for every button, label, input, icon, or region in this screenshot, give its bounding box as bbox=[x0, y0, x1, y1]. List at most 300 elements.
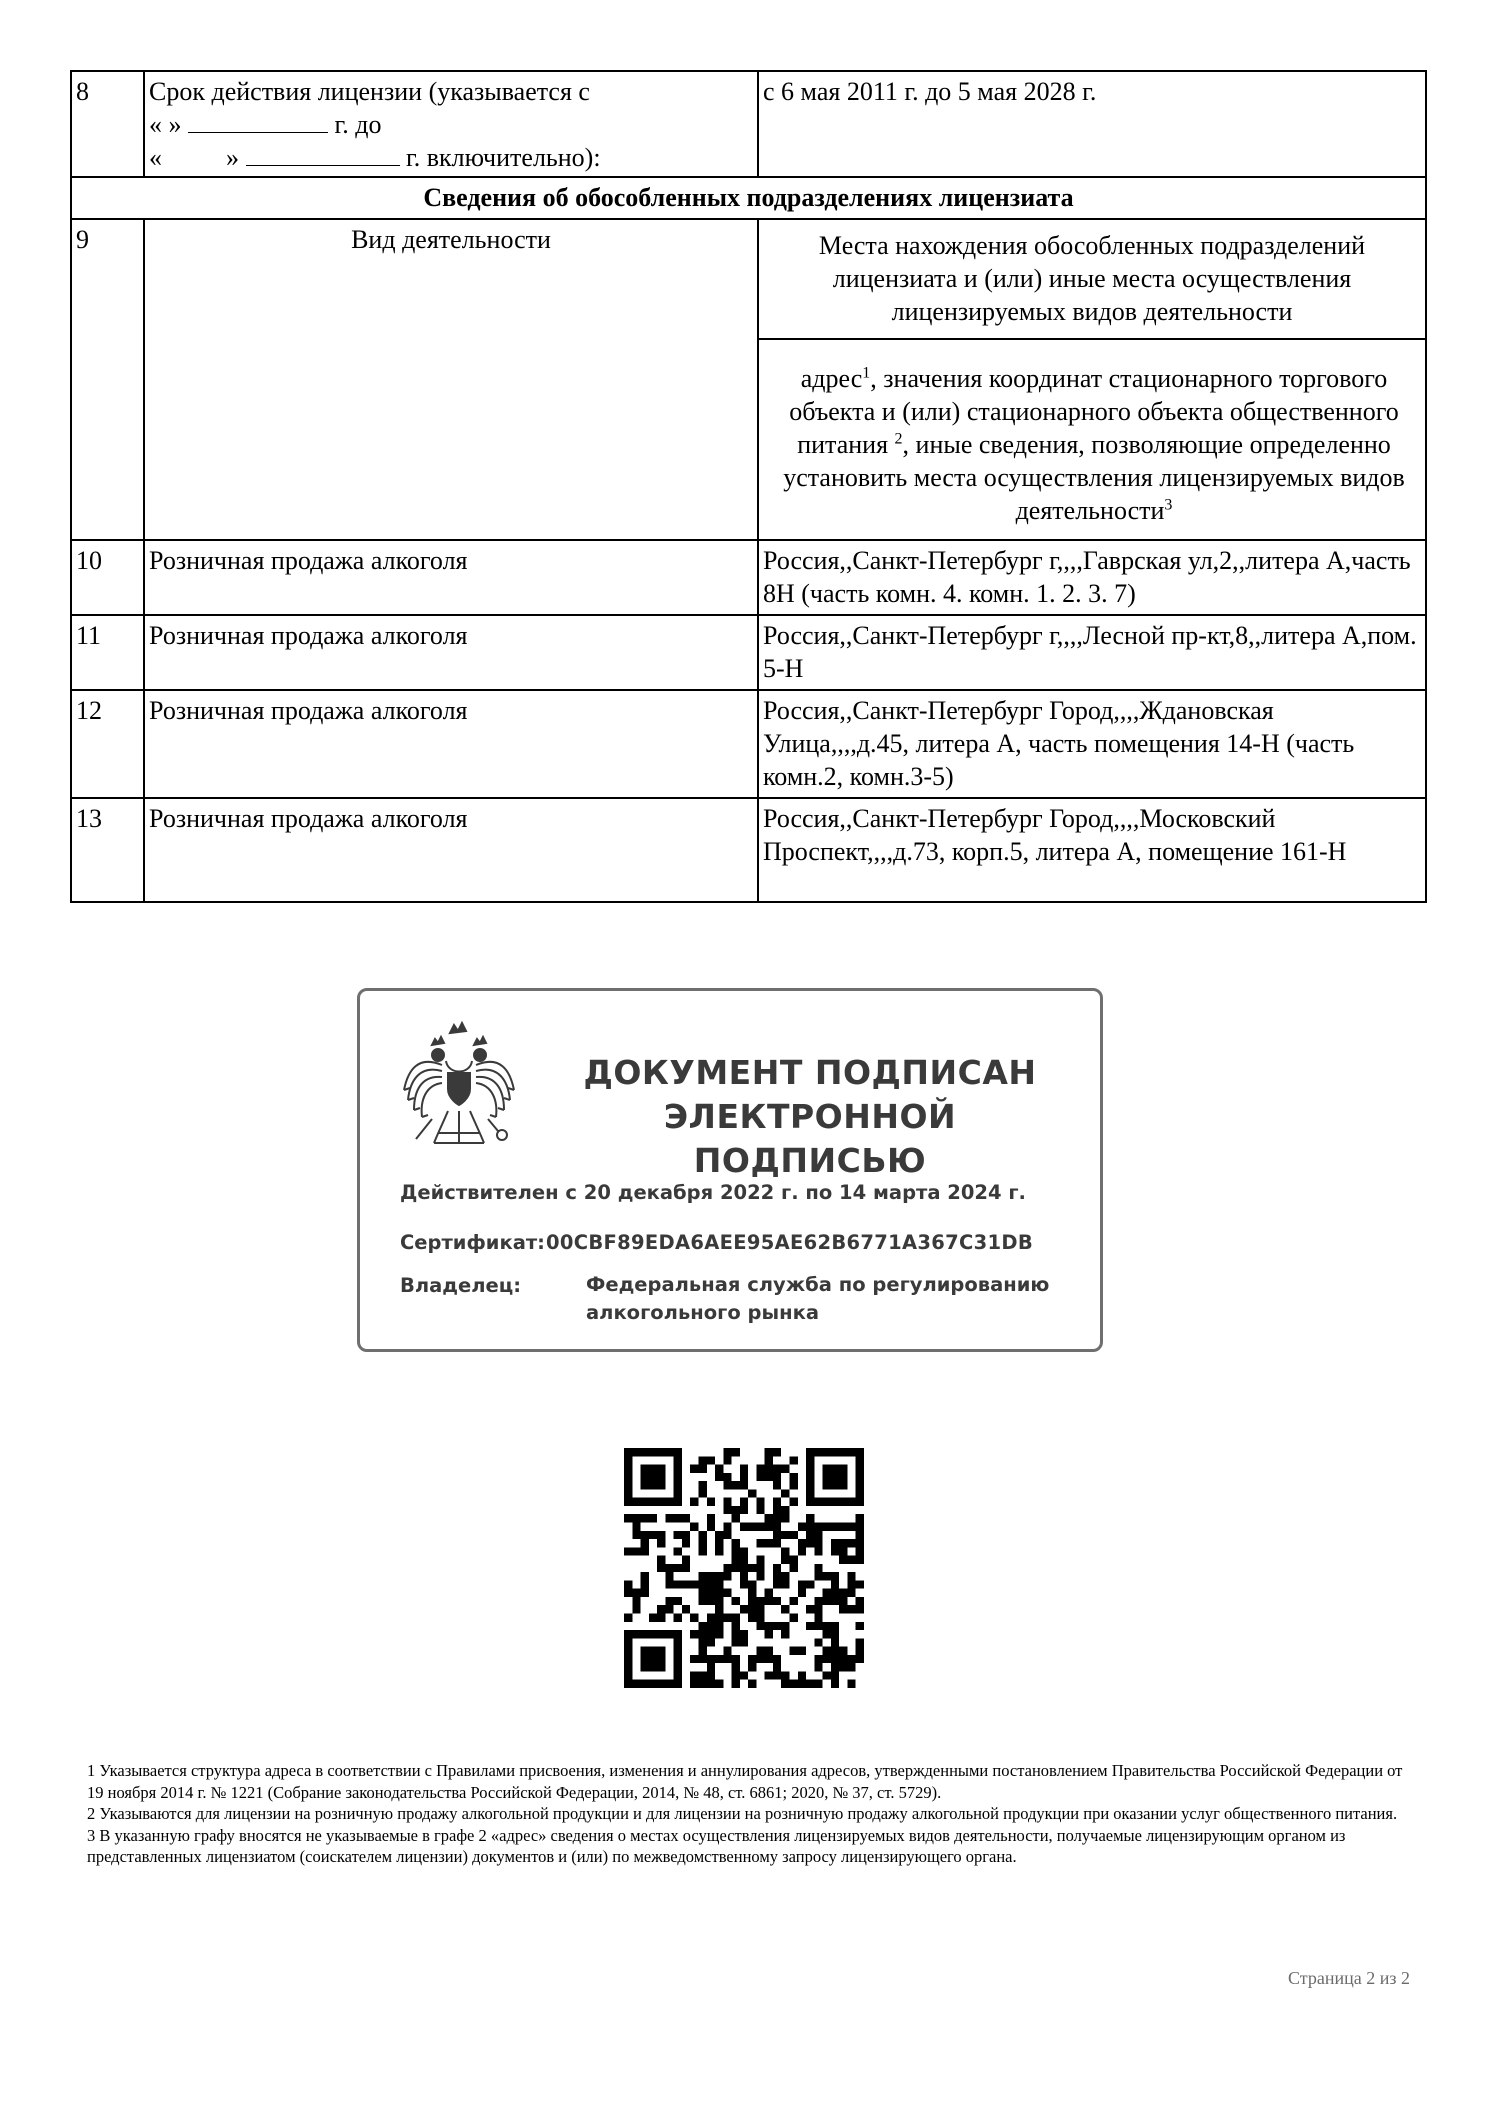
qr-module bbox=[657, 1473, 665, 1481]
qr-module bbox=[856, 1556, 864, 1564]
qr-module bbox=[682, 1556, 690, 1564]
qr-module bbox=[682, 1580, 690, 1588]
qr-module bbox=[806, 1489, 814, 1497]
qr-module bbox=[773, 1514, 781, 1522]
qr-module bbox=[690, 1671, 698, 1679]
qr-module bbox=[748, 1489, 756, 1497]
term-open-quote: « » bbox=[149, 110, 182, 139]
qr-module bbox=[698, 1589, 706, 1597]
qr-module bbox=[748, 1663, 756, 1671]
qr-module bbox=[740, 1481, 748, 1489]
qr-module bbox=[632, 1680, 640, 1688]
qr-module bbox=[715, 1630, 723, 1638]
qr-module bbox=[732, 1655, 740, 1663]
qr-module bbox=[847, 1589, 855, 1597]
qr-module bbox=[765, 1473, 773, 1481]
signature-validity: Действителен с 20 декабря 2022 г. по 14 марта 2024 г. bbox=[400, 1181, 1026, 1204]
qr-module bbox=[814, 1572, 822, 1580]
qr-module bbox=[698, 1547, 706, 1555]
section-header-row bbox=[71, 177, 1426, 219]
qr-module bbox=[765, 1647, 773, 1655]
qr-module bbox=[856, 1547, 864, 1555]
electronic-signature-stamp bbox=[357, 988, 1103, 1352]
qr-module bbox=[698, 1647, 706, 1655]
qr-module bbox=[641, 1448, 649, 1456]
qr-module bbox=[715, 1473, 723, 1481]
qr-module bbox=[740, 1564, 748, 1572]
qr-module bbox=[790, 1498, 798, 1506]
qr-module bbox=[732, 1622, 740, 1630]
qr-module bbox=[781, 1506, 789, 1514]
qr-module bbox=[756, 1572, 764, 1580]
activity-cell: Розничная продажа алкоголя bbox=[144, 540, 758, 615]
qr-module bbox=[690, 1580, 698, 1588]
qr-module bbox=[773, 1506, 781, 1514]
address-cell: Россия,,Санкт-Петербург Город,,,,Московский Проспект,,,,д.73, корп.5, литера А, помещение 161-Н bbox=[758, 798, 1426, 902]
qr-module bbox=[773, 1564, 781, 1572]
blank-line bbox=[246, 141, 400, 166]
qr-module bbox=[657, 1614, 665, 1622]
qr-module bbox=[847, 1655, 855, 1663]
qr-module bbox=[756, 1622, 764, 1630]
qr-module bbox=[814, 1614, 822, 1622]
qr-module bbox=[814, 1539, 822, 1547]
qr-module bbox=[856, 1622, 864, 1630]
qr-module bbox=[748, 1522, 756, 1530]
qr-module bbox=[814, 1531, 822, 1539]
qr-module bbox=[806, 1522, 814, 1530]
qr-module bbox=[674, 1547, 682, 1555]
qr-module bbox=[723, 1481, 731, 1489]
qr-module bbox=[806, 1456, 814, 1464]
term-inclusive: г. включительно): bbox=[406, 143, 601, 172]
qr-module bbox=[847, 1580, 855, 1588]
qr-module bbox=[649, 1663, 657, 1671]
qr-module bbox=[698, 1489, 706, 1497]
qr-module bbox=[823, 1498, 831, 1506]
qr-module bbox=[732, 1680, 740, 1688]
qr-module bbox=[847, 1522, 855, 1530]
qr-module bbox=[682, 1564, 690, 1572]
qr-module bbox=[732, 1614, 740, 1622]
qr-module bbox=[674, 1597, 682, 1605]
qr-module bbox=[649, 1647, 657, 1655]
address-text-1: адрес bbox=[800, 364, 863, 393]
qr-module bbox=[856, 1539, 864, 1547]
places-column-header: Места нахождения обособленных подразделений лицензиата и (или) иные места осуществления лицензируемых видов деятельности bbox=[758, 219, 1426, 339]
qr-module bbox=[657, 1448, 665, 1456]
qr-module bbox=[831, 1597, 839, 1605]
term-label-line1: Срок действия лицензии (указывается с bbox=[149, 77, 590, 106]
qr-module bbox=[781, 1465, 789, 1473]
qr-module bbox=[715, 1539, 723, 1547]
qr-module bbox=[657, 1605, 665, 1613]
qr-module bbox=[740, 1638, 748, 1646]
qr-module bbox=[698, 1655, 706, 1663]
qr-module bbox=[641, 1580, 649, 1588]
qr-module bbox=[831, 1498, 839, 1506]
qr-module bbox=[674, 1630, 682, 1638]
qr-module bbox=[649, 1514, 657, 1522]
section-title: Сведения об обособленных подразделениях лицензиата bbox=[71, 177, 1426, 219]
qr-module bbox=[698, 1680, 706, 1688]
qr-module bbox=[756, 1614, 764, 1622]
qr-module bbox=[632, 1531, 640, 1539]
activity-cell: Розничная продажа алкоголя bbox=[144, 615, 758, 690]
qr-module bbox=[732, 1638, 740, 1646]
qr-module bbox=[831, 1580, 839, 1588]
qr-module bbox=[707, 1671, 715, 1679]
qr-module bbox=[765, 1465, 773, 1473]
qr-module bbox=[806, 1531, 814, 1539]
qr-module bbox=[707, 1630, 715, 1638]
qr-module bbox=[839, 1539, 847, 1547]
qr-module bbox=[665, 1680, 673, 1688]
qr-module bbox=[798, 1580, 806, 1588]
qr-module bbox=[740, 1547, 748, 1555]
qr-module bbox=[823, 1465, 831, 1473]
qr-module bbox=[674, 1456, 682, 1464]
qr-module bbox=[641, 1630, 649, 1638]
qr-module bbox=[707, 1655, 715, 1663]
qr-module bbox=[823, 1597, 831, 1605]
qr-module bbox=[632, 1630, 640, 1638]
qr-module bbox=[715, 1680, 723, 1688]
qr-module bbox=[814, 1655, 822, 1663]
footnote-ref-3: 3 bbox=[1164, 496, 1173, 514]
owner-row bbox=[400, 1273, 1050, 1324]
footnotes bbox=[87, 1760, 1412, 1868]
qr-module bbox=[698, 1456, 706, 1464]
qr-module bbox=[682, 1539, 690, 1547]
qr-module bbox=[839, 1547, 847, 1555]
qr-module bbox=[732, 1556, 740, 1564]
qr-module bbox=[674, 1465, 682, 1473]
qr-module bbox=[632, 1605, 640, 1613]
qr-module bbox=[740, 1522, 748, 1530]
qr-module bbox=[814, 1448, 822, 1456]
qr-module bbox=[847, 1605, 855, 1613]
qr-module bbox=[649, 1481, 657, 1489]
qr-module bbox=[715, 1655, 723, 1663]
address-text-2: , значения координат стационарного торгового объекта и (или) стационарного объекта общественного питания bbox=[789, 364, 1399, 459]
qr-module bbox=[740, 1473, 748, 1481]
qr-module bbox=[657, 1663, 665, 1671]
qr-module bbox=[715, 1589, 723, 1597]
term-close-quote-2: » bbox=[226, 143, 239, 172]
qr-module bbox=[715, 1531, 723, 1539]
qr-module bbox=[773, 1522, 781, 1530]
qr-module bbox=[698, 1671, 706, 1679]
qr-module bbox=[814, 1522, 822, 1530]
qr-module bbox=[765, 1655, 773, 1663]
qr-module bbox=[665, 1448, 673, 1456]
qr-module bbox=[756, 1556, 764, 1564]
qr-module bbox=[839, 1647, 847, 1655]
row-number: 9 bbox=[71, 219, 144, 540]
qr-module bbox=[765, 1539, 773, 1547]
qr-module bbox=[831, 1465, 839, 1473]
qr-module bbox=[674, 1489, 682, 1497]
qr-module bbox=[765, 1597, 773, 1605]
qr-module bbox=[732, 1506, 740, 1514]
qr-module bbox=[707, 1614, 715, 1622]
qr-module bbox=[847, 1539, 855, 1547]
qr-module bbox=[839, 1556, 847, 1564]
qr-module bbox=[732, 1448, 740, 1456]
qr-module bbox=[790, 1556, 798, 1564]
qr-module bbox=[839, 1589, 847, 1597]
qr-module bbox=[823, 1448, 831, 1456]
qr-module bbox=[773, 1473, 781, 1481]
qr-module bbox=[624, 1655, 632, 1663]
qr-module bbox=[698, 1622, 706, 1630]
qr-module bbox=[665, 1580, 673, 1588]
qr-module bbox=[624, 1663, 632, 1671]
qr-module bbox=[856, 1514, 864, 1522]
qr-module bbox=[773, 1663, 781, 1671]
qr-module bbox=[831, 1539, 839, 1547]
qr-module bbox=[723, 1522, 731, 1530]
qr-module bbox=[756, 1647, 764, 1655]
qr-module bbox=[641, 1473, 649, 1481]
qr-module bbox=[723, 1473, 731, 1481]
qr-module bbox=[856, 1498, 864, 1506]
qr-module bbox=[732, 1630, 740, 1638]
qr-module bbox=[823, 1671, 831, 1679]
qr-module bbox=[831, 1671, 839, 1679]
qr-module bbox=[839, 1663, 847, 1671]
qr-module bbox=[806, 1514, 814, 1522]
qr-module bbox=[856, 1655, 864, 1663]
footnote-3: 3 В указанную графу вносятся не указываемые в графе 2 «адрес» сведения о местах осуществления лицензируемых видов деятельности, получаемые лицензирующим органом из представленных лицензиатом (соискателем лицензии) документов и (или) по межведомственному запросу лицензирующего органа. bbox=[87, 1825, 1346, 1866]
qr-module bbox=[765, 1671, 773, 1679]
qr-module bbox=[773, 1655, 781, 1663]
qr-module bbox=[707, 1456, 715, 1464]
qr-module bbox=[831, 1680, 839, 1688]
qr-module bbox=[723, 1564, 731, 1572]
qr-module bbox=[674, 1473, 682, 1481]
qr-module bbox=[624, 1498, 632, 1506]
qr-module bbox=[690, 1630, 698, 1638]
qr-module bbox=[773, 1539, 781, 1547]
qr-module bbox=[624, 1448, 632, 1456]
table-row bbox=[71, 615, 1426, 690]
qr-module bbox=[798, 1547, 806, 1555]
qr-module bbox=[847, 1498, 855, 1506]
qr-module bbox=[856, 1638, 864, 1646]
qr-module bbox=[707, 1522, 715, 1530]
qr-module bbox=[740, 1498, 748, 1506]
qr-module bbox=[823, 1473, 831, 1481]
qr-module bbox=[624, 1547, 632, 1555]
qr-module bbox=[707, 1597, 715, 1605]
address-cell: Россия,,Санкт-Петербург г,,,,Гаврская ул,2,,литера А,часть 8Н (часть комн. 4. комн. 1. 2. 3. 7) bbox=[758, 540, 1426, 615]
license-term-label bbox=[144, 71, 758, 177]
qr-module bbox=[798, 1589, 806, 1597]
qr-module bbox=[765, 1622, 773, 1630]
qr-module bbox=[823, 1572, 831, 1580]
table-row bbox=[71, 540, 1426, 615]
qr-module bbox=[748, 1614, 756, 1622]
blank-line bbox=[188, 108, 328, 133]
qr-module bbox=[690, 1498, 698, 1506]
qr-module bbox=[740, 1506, 748, 1514]
qr-module bbox=[632, 1498, 640, 1506]
row-number: 8 bbox=[71, 71, 144, 177]
license-term-value: с 6 мая 2011 г. до 5 мая 2028 г. bbox=[758, 71, 1426, 177]
qr-module bbox=[723, 1647, 731, 1655]
qr-module bbox=[641, 1572, 649, 1580]
activity-cell: Розничная продажа алкоголя bbox=[144, 798, 758, 902]
coat-of-arms-emblem-icon bbox=[398, 1015, 532, 1155]
qr-module bbox=[806, 1481, 814, 1489]
qr-module bbox=[715, 1580, 723, 1588]
qr-module bbox=[698, 1630, 706, 1638]
qr-module bbox=[856, 1531, 864, 1539]
qr-module bbox=[665, 1630, 673, 1638]
qr-module bbox=[814, 1597, 822, 1605]
qr-module bbox=[698, 1531, 706, 1539]
qr-module bbox=[641, 1655, 649, 1663]
qr-module bbox=[773, 1481, 781, 1489]
qr-module bbox=[748, 1597, 756, 1605]
qr-module bbox=[814, 1638, 822, 1646]
qr-module bbox=[723, 1572, 731, 1580]
qr-module bbox=[773, 1465, 781, 1473]
qr-module bbox=[740, 1671, 748, 1679]
qr-module bbox=[641, 1498, 649, 1506]
qr-module bbox=[773, 1448, 781, 1456]
qr-module bbox=[665, 1597, 673, 1605]
qr-module bbox=[649, 1473, 657, 1481]
qr-module bbox=[632, 1547, 640, 1555]
qr-module bbox=[790, 1473, 798, 1481]
qr-module bbox=[740, 1465, 748, 1473]
page-number: Страница 2 из 2 bbox=[1288, 1968, 1410, 1988]
qr-module bbox=[748, 1680, 756, 1688]
qr-module bbox=[674, 1531, 682, 1539]
qr-module bbox=[715, 1547, 723, 1555]
qr-code[interactable] bbox=[624, 1448, 864, 1688]
table-row bbox=[71, 690, 1426, 798]
qr-module bbox=[748, 1605, 756, 1613]
qr-module bbox=[839, 1522, 847, 1530]
qr-module bbox=[674, 1647, 682, 1655]
qr-module bbox=[790, 1456, 798, 1464]
term-label-line2 bbox=[149, 108, 753, 141]
qr-module bbox=[624, 1680, 632, 1688]
qr-module bbox=[723, 1448, 731, 1456]
qr-module bbox=[632, 1448, 640, 1456]
qr-module bbox=[856, 1580, 864, 1588]
qr-module bbox=[641, 1663, 649, 1671]
qr-module bbox=[632, 1514, 640, 1522]
qr-module bbox=[823, 1589, 831, 1597]
qr-module bbox=[657, 1556, 665, 1564]
qr-module bbox=[715, 1605, 723, 1613]
qr-module bbox=[624, 1580, 632, 1588]
qr-module bbox=[723, 1456, 731, 1464]
qr-module bbox=[690, 1655, 698, 1663]
qr-module bbox=[641, 1465, 649, 1473]
qr-module bbox=[641, 1481, 649, 1489]
term-until: г. до bbox=[334, 110, 382, 139]
qr-module bbox=[856, 1448, 864, 1456]
qr-module bbox=[624, 1671, 632, 1679]
qr-module bbox=[756, 1539, 764, 1547]
qr-module bbox=[690, 1522, 698, 1530]
qr-module bbox=[831, 1448, 839, 1456]
qr-module bbox=[831, 1638, 839, 1646]
qr-module bbox=[740, 1572, 748, 1580]
qr-module bbox=[756, 1506, 764, 1514]
qr-module bbox=[839, 1448, 847, 1456]
qr-module bbox=[698, 1638, 706, 1646]
qr-module bbox=[624, 1647, 632, 1655]
qr-module bbox=[839, 1465, 847, 1473]
qr-module bbox=[756, 1564, 764, 1572]
qr-module bbox=[632, 1597, 640, 1605]
qr-module bbox=[847, 1556, 855, 1564]
qr-module bbox=[624, 1514, 632, 1522]
qr-module bbox=[847, 1680, 855, 1688]
qr-module bbox=[641, 1514, 649, 1522]
address-cell: Россия,,Санкт-Петербург Город,,,,Ждановская Улица,,,,д.45, литера А, часть помещения 14-Н (часть комн.2, комн.3-5) bbox=[758, 690, 1426, 798]
qr-module bbox=[674, 1448, 682, 1456]
qr-module bbox=[698, 1580, 706, 1588]
qr-module bbox=[814, 1564, 822, 1572]
qr-module bbox=[856, 1481, 864, 1489]
qr-module bbox=[847, 1663, 855, 1671]
footnote-ref-1: 1 bbox=[862, 364, 871, 382]
qr-module bbox=[831, 1589, 839, 1597]
qr-module bbox=[690, 1465, 698, 1473]
qr-module bbox=[823, 1622, 831, 1630]
qr-module bbox=[781, 1572, 789, 1580]
qr-module bbox=[756, 1597, 764, 1605]
qr-module bbox=[723, 1655, 731, 1663]
address-column-header bbox=[758, 339, 1426, 540]
qr-module bbox=[657, 1465, 665, 1473]
qr-module bbox=[790, 1614, 798, 1622]
qr-module bbox=[723, 1506, 731, 1514]
qr-module bbox=[831, 1622, 839, 1630]
qr-module bbox=[823, 1655, 831, 1663]
qr-module bbox=[806, 1605, 814, 1613]
qr-module bbox=[641, 1539, 649, 1547]
qr-module bbox=[773, 1671, 781, 1679]
qr-module bbox=[674, 1663, 682, 1671]
qr-module bbox=[773, 1580, 781, 1588]
qr-module bbox=[806, 1539, 814, 1547]
row-number: 13 bbox=[71, 798, 144, 902]
activity-cell: Розничная продажа алкоголя bbox=[144, 690, 758, 798]
qr-module bbox=[839, 1473, 847, 1481]
qr-module bbox=[781, 1514, 789, 1522]
qr-module bbox=[732, 1671, 740, 1679]
qr-module bbox=[682, 1605, 690, 1613]
qr-module bbox=[856, 1473, 864, 1481]
qr-module bbox=[806, 1622, 814, 1630]
qr-module bbox=[624, 1465, 632, 1473]
qr-module bbox=[790, 1647, 798, 1655]
qr-module bbox=[748, 1589, 756, 1597]
qr-module bbox=[798, 1671, 806, 1679]
qr-module bbox=[781, 1630, 789, 1638]
qr-module bbox=[756, 1465, 764, 1473]
qr-module bbox=[715, 1465, 723, 1473]
